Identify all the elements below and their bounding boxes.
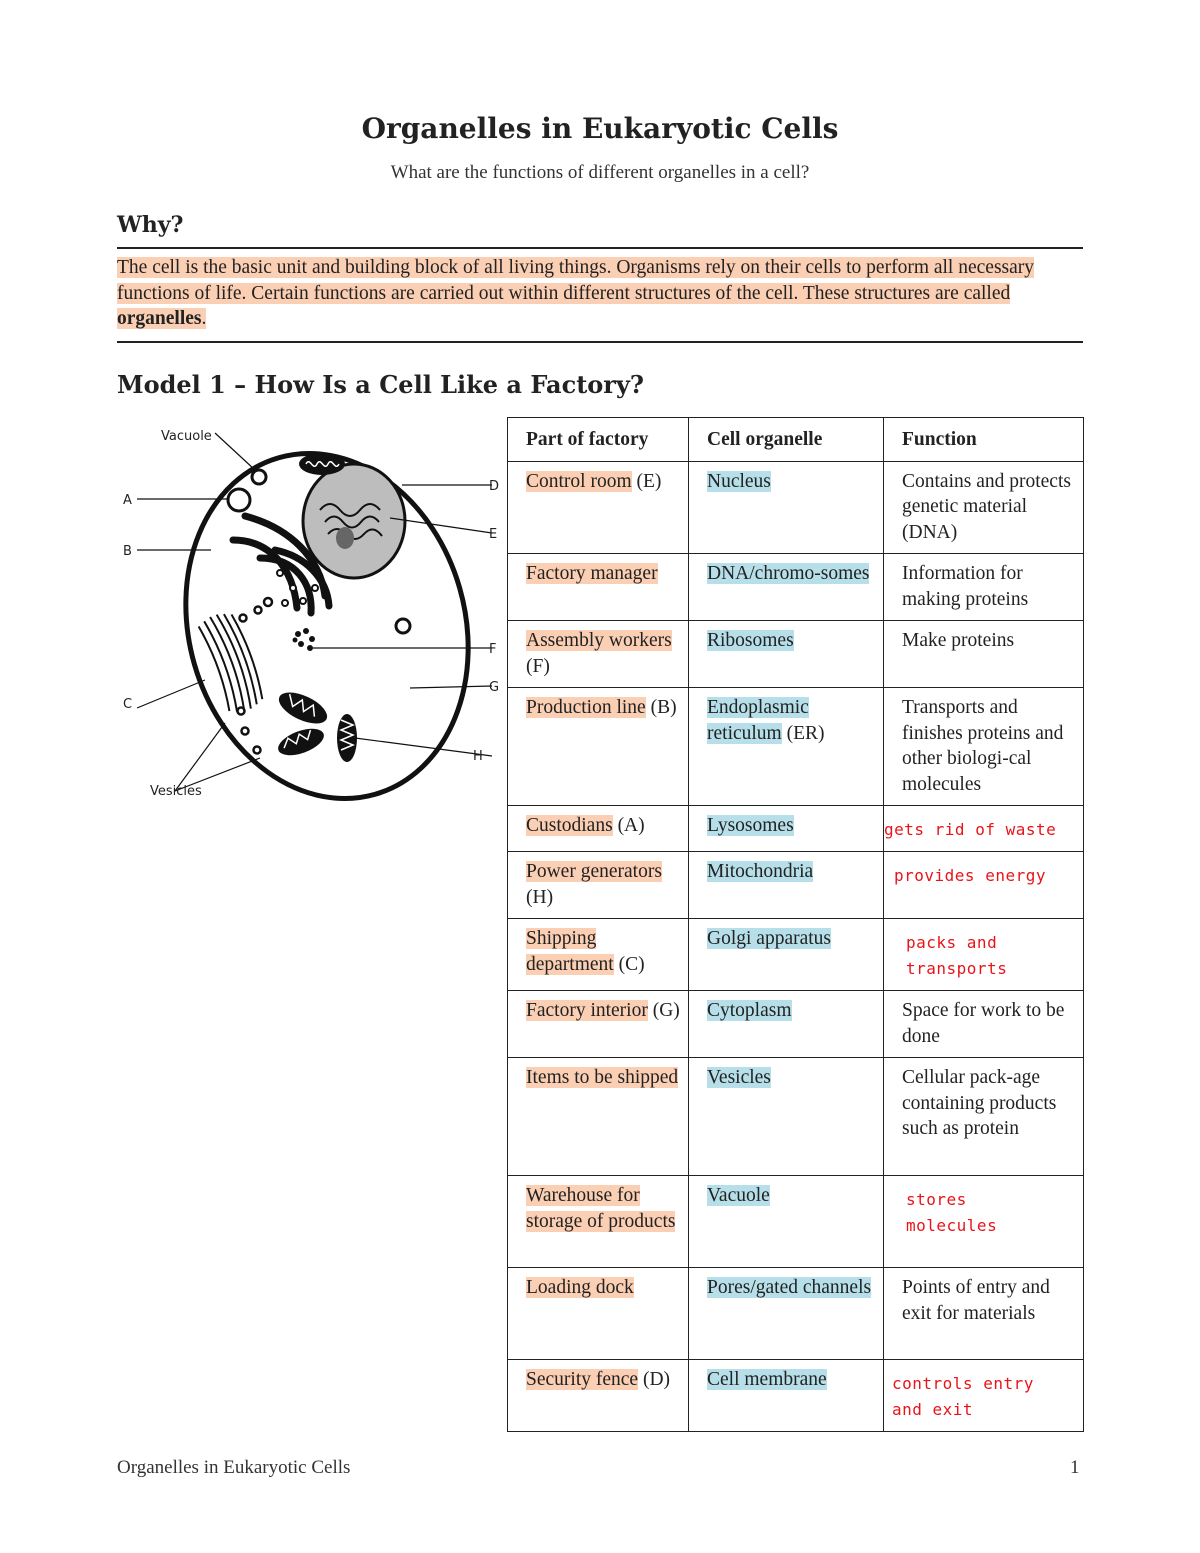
label-f: F bbox=[489, 642, 497, 657]
cell-part-of-factory bbox=[508, 991, 689, 1058]
cell-function-handwritten bbox=[884, 852, 1084, 919]
cell-function bbox=[884, 1058, 1084, 1176]
cell-function-handwritten bbox=[884, 1176, 1084, 1268]
label-d: D bbox=[489, 479, 500, 494]
cell-organelle bbox=[689, 1360, 884, 1432]
label-b: B bbox=[123, 544, 132, 559]
organelle-label: Endoplasmic reticulum bbox=[707, 697, 809, 744]
cell-part-of-factory bbox=[508, 461, 689, 554]
factory-part-code: (F) bbox=[526, 655, 550, 677]
handwritten-answer: stores molecules bbox=[906, 1190, 998, 1235]
organelle-label: Nucleus bbox=[707, 470, 771, 492]
organelle-label: Cell membrane bbox=[707, 1369, 827, 1390]
cell-organelle bbox=[689, 688, 884, 806]
cell-part-of-factory bbox=[508, 806, 689, 852]
function-text: Contains and protects genetic material (DNA) bbox=[902, 470, 1071, 543]
cell-organelle bbox=[689, 461, 884, 554]
cell-organelle bbox=[689, 1176, 884, 1268]
label-vesicles: Vesicles bbox=[150, 784, 202, 799]
table-row bbox=[508, 461, 1084, 554]
handwritten-answer: controls entry and exit bbox=[892, 1374, 1034, 1419]
factory-part-label: Factory interior bbox=[526, 1000, 648, 1021]
cell-function bbox=[884, 461, 1084, 554]
cell-part-of-factory bbox=[508, 688, 689, 806]
table-row bbox=[508, 806, 1084, 852]
handwritten-answer: provides energy bbox=[894, 866, 1046, 885]
factory-part-code: (E) bbox=[636, 470, 662, 492]
table-row bbox=[508, 852, 1084, 919]
factory-part-label: Assembly workers bbox=[526, 630, 672, 651]
why-heading: Why? bbox=[117, 212, 184, 238]
cell-part-of-factory bbox=[508, 1058, 689, 1176]
why-top-rule bbox=[117, 247, 1083, 249]
vacuole-circle-large bbox=[228, 489, 250, 511]
vacuole-circle-upper bbox=[252, 470, 266, 484]
cell-organelle bbox=[689, 621, 884, 688]
factory-part-code: (H) bbox=[526, 886, 554, 908]
organelle-label: Pores/gated channels bbox=[707, 1277, 872, 1298]
cell-organelle bbox=[689, 919, 884, 991]
cell-function bbox=[884, 688, 1084, 806]
cell-organelle bbox=[689, 852, 884, 919]
organelle-label: Golgi apparatus bbox=[707, 928, 832, 949]
cell-part-of-factory bbox=[508, 554, 689, 621]
factory-part-code: (C) bbox=[618, 953, 645, 975]
handwritten-answer: gets rid of waste bbox=[884, 820, 1057, 839]
why-text-bold-term: organelles bbox=[117, 308, 202, 329]
nucleus-shape bbox=[303, 464, 405, 578]
cell-function-handwritten bbox=[884, 919, 1084, 991]
why-paragraph bbox=[117, 255, 1083, 332]
table-header-row bbox=[508, 418, 1084, 462]
factory-part-label: Shipping department bbox=[526, 928, 614, 975]
why-text-end: . bbox=[201, 308, 207, 329]
organelle-label: Cytoplasm bbox=[707, 1000, 792, 1021]
factory-part-label: Warehouse for storage of products bbox=[526, 1185, 676, 1232]
organelle-label: Vacuole bbox=[707, 1185, 770, 1206]
model-heading: Model 1 – How Is a Cell Like a Factory? bbox=[117, 370, 644, 399]
organelle-label: Mitochondria bbox=[707, 861, 814, 882]
table-row bbox=[508, 919, 1084, 991]
cell-function bbox=[884, 991, 1084, 1058]
table-header: Function bbox=[884, 418, 1084, 462]
why-text-highlight bbox=[117, 257, 1034, 329]
factory-part-label: Control room bbox=[526, 470, 632, 492]
label-e: E bbox=[489, 527, 498, 542]
handwritten-answer: packs and transports bbox=[906, 933, 1008, 978]
cell-part-of-factory bbox=[508, 919, 689, 991]
cell-function bbox=[884, 554, 1084, 621]
label-h: H bbox=[473, 749, 483, 764]
factory-part-label: Production line bbox=[526, 697, 646, 718]
function-text: Cellular pack-age containing products such as protein bbox=[902, 1067, 1057, 1139]
organelle-label: DNA/chromo-somes bbox=[707, 563, 870, 584]
cell-diagram bbox=[115, 418, 505, 803]
footer-page-number: 1 bbox=[1070, 1457, 1080, 1478]
why-bottom-rule bbox=[117, 341, 1083, 343]
factory-part-label: Security fence bbox=[526, 1369, 639, 1390]
table-row bbox=[508, 621, 1084, 688]
label-c: C bbox=[123, 697, 133, 712]
page-subtitle: What are the functions of different organelles in a cell? bbox=[390, 162, 810, 183]
cell-organelle bbox=[689, 1268, 884, 1360]
function-text: Information for making proteins bbox=[902, 563, 1029, 610]
factory-part-label: Power generators bbox=[526, 861, 662, 882]
function-text: Transports and finishes proteins and other biologi-cal molecules bbox=[902, 697, 1064, 795]
cell-function bbox=[884, 1268, 1084, 1360]
factory-part-label: Custodians bbox=[526, 815, 613, 836]
cell-function-handwritten bbox=[884, 806, 1084, 852]
cell-function bbox=[884, 621, 1084, 688]
factory-part-label: Items to be shipped bbox=[526, 1067, 679, 1088]
table-header: Cell organelle bbox=[689, 418, 884, 462]
label-g: G bbox=[489, 680, 500, 695]
cell-part-of-factory bbox=[508, 852, 689, 919]
cell-part-of-factory bbox=[508, 1176, 689, 1268]
table-row bbox=[508, 1268, 1084, 1360]
table-row bbox=[508, 1176, 1084, 1268]
organelle-label: Ribosomes bbox=[707, 630, 794, 651]
top-mitochondrion-shape bbox=[299, 453, 345, 475]
factory-table bbox=[507, 417, 1084, 1432]
factory-part-code: (G) bbox=[652, 1000, 680, 1021]
table-row bbox=[508, 1058, 1084, 1176]
factory-part-label: Factory manager bbox=[526, 563, 658, 584]
cell-organelle bbox=[689, 806, 884, 852]
table-header: Part of factory bbox=[508, 418, 689, 462]
table-row bbox=[508, 991, 1084, 1058]
factory-part-code: (A) bbox=[617, 815, 645, 836]
table-body bbox=[508, 461, 1084, 1432]
factory-part-code: (B) bbox=[650, 697, 677, 718]
cell-part-of-factory bbox=[508, 621, 689, 688]
function-text: Points of entry and exit for materials bbox=[902, 1277, 1050, 1324]
table-row bbox=[508, 688, 1084, 806]
why-text-body: The cell is the basic unit and building block of all living things. Organisms rely on their cells to perform all necessary functions of life. Certain functions are carried out within different structures of the cell. These structures are called bbox=[117, 257, 1035, 304]
table-row bbox=[508, 554, 1084, 621]
page-title: Organelles in Eukaryotic Cells bbox=[361, 112, 839, 145]
table-row bbox=[508, 1360, 1084, 1432]
cell-organelle bbox=[689, 1058, 884, 1176]
label-a: A bbox=[123, 493, 132, 508]
function-text: Space for work to be done bbox=[902, 1000, 1065, 1047]
factory-part-label: Loading dock bbox=[526, 1277, 634, 1298]
function-text: Make proteins bbox=[902, 630, 1015, 651]
organelle-label: Lysosomes bbox=[707, 815, 794, 836]
factory-part-code: (D) bbox=[642, 1369, 671, 1390]
organelle-label: Vesicles bbox=[707, 1067, 771, 1088]
vacuole-circle-right bbox=[396, 619, 410, 633]
label-vacuole: Vacuole bbox=[161, 429, 212, 444]
cell-organelle bbox=[689, 991, 884, 1058]
cell-part-of-factory bbox=[508, 1268, 689, 1360]
organelle-suffix: (ER) bbox=[786, 722, 825, 744]
cell-organelle bbox=[689, 554, 884, 621]
cell-function-handwritten bbox=[884, 1360, 1084, 1432]
footer-title: Organelles in Eukaryotic Cells bbox=[117, 1457, 351, 1478]
cell-part-of-factory bbox=[508, 1360, 689, 1432]
